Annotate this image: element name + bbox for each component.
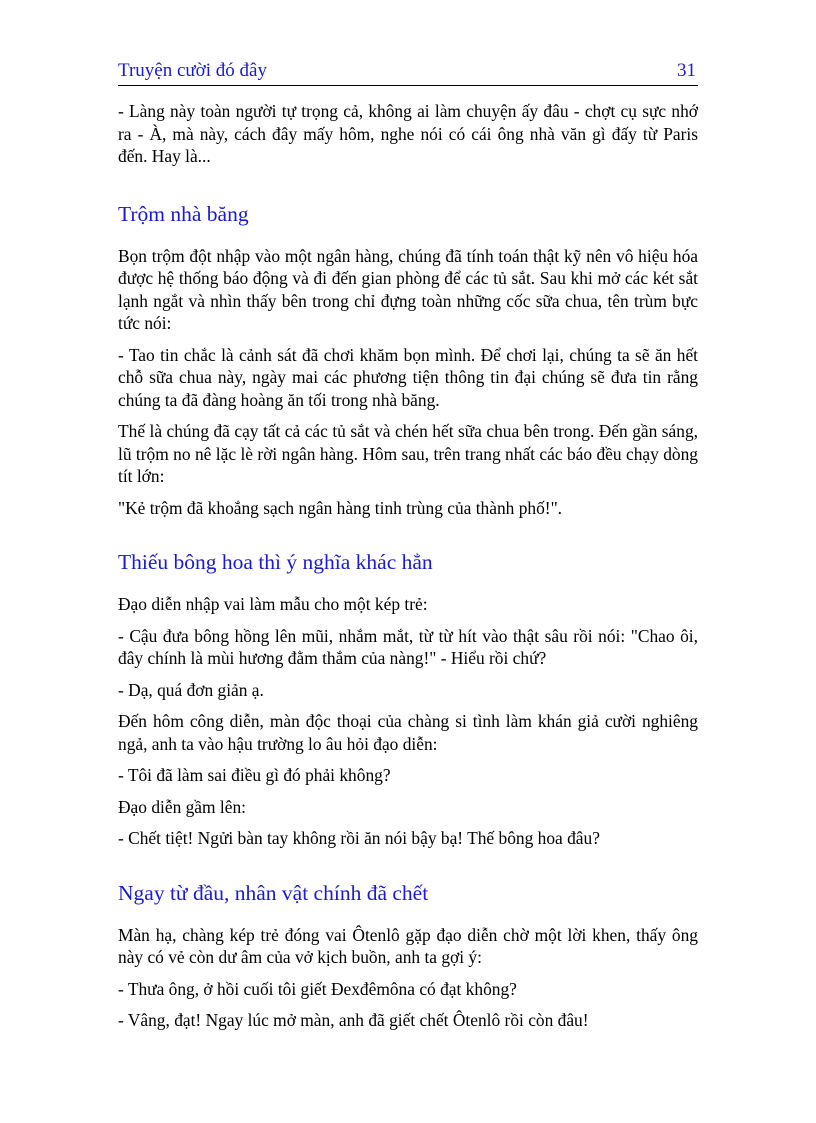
story-title: Trộm nhà băng bbox=[118, 201, 249, 226]
story-paragraph: - Thưa ông, ở hồi cuối tôi giết Đexđêmôna có đạt không? bbox=[118, 978, 517, 999]
story-paragraph: Thế là chúng đã cạy tất cả các tủ sắt và chén hết sữa chua bên trong. Đến gần sáng, lũ trộm no nê lặc lè rời ngân hàng. Hôm sau, trên trang nhất các báo đều chạy dòng tít lớn: bbox=[118, 421, 698, 486]
page-number: 31 bbox=[677, 60, 696, 81]
intro-paragraph: - Làng này toàn người tự trọng cả, không ai làm chuyện ấy đâu - chợt cụ sực nhớ ra - À, mà này, cách đây mấy hôm, nghe nói có cái ông nhà văn gì đấy từ Paris đến. Hay là... bbox=[118, 101, 698, 166]
story-paragraph: - Cậu đưa bông hồng lên mũi, nhắm mắt, từ từ hít vào thật sâu rồi nói: "Chao ôi, đây chính là mùi hương đằm thắm của nàng!" - Hiểu rồi chứ? bbox=[118, 625, 698, 668]
story-trom-nha-bang bbox=[118, 201, 698, 520]
story-paragraph: - Vâng, đạt! Ngay lúc mở màn, anh đã giết chết Ôtenlô rồi còn đâu! bbox=[118, 1010, 589, 1030]
document-page bbox=[118, 60, 698, 1041]
story-title: Ngay từ đầu, nhân vật chính đã chết bbox=[118, 880, 429, 905]
story-paragraph: - Dạ, quá đơn giản ạ. bbox=[118, 679, 264, 700]
story-paragraph: Đến hôm công diễn, màn độc thoại của chàng si tình làm khán giả cười nghiêng ngả, anh ta vào hậu trường lo âu hỏi đạo diễn: bbox=[118, 711, 698, 754]
story-paragraph: Màn hạ, chàng kép trẻ đóng vai Ôtenlô gặp đạo diễn chờ một lời khen, thấy ông này có vẻ còn dư âm của vở kịch buồn, anh ta gợi ý: bbox=[118, 924, 698, 967]
book-title: Truyện cười đó đây bbox=[118, 60, 267, 81]
story-paragraph: Đạo diễn gầm lên: bbox=[118, 796, 246, 817]
story-paragraph: "Kẻ trộm đã khoắng sạch ngân hàng tinh trùng của thành phố!". bbox=[118, 497, 563, 518]
story-paragraph: - Tao tin chắc là cảnh sát đã chơi khăm bọn mình. Để chơi lại, chúng ta sẽ ăn hết chỗ sữa chua này, ngày mai các phương tiện thông tin đại chúng sẽ đưa tin rằng chúng ta đã đàng hoàng ăn tối trong nhà băng. bbox=[118, 344, 698, 410]
running-header bbox=[118, 60, 698, 86]
story-paragraph: Bọn trộm đột nhập vào một ngân hàng, chúng đã tính toán thật kỹ nên vô hiệu hóa được hệ thống báo động và đi đến gian phòng để các tủ sắt. Sau khi mở các két sắt lạnh ngắt và nhìn thấy bên trong chỉ đựng toàn những cốc sữa chua, tên trùm bực tức nói: bbox=[118, 245, 698, 333]
story-title: Thiếu bông hoa thì ý nghĩa khác hẳn bbox=[118, 550, 433, 574]
story-paragraph: - Tôi đã làm sai điều gì đó phải không? bbox=[118, 765, 391, 785]
page-content bbox=[118, 100, 698, 1032]
story-ngay-tu-dau bbox=[118, 880, 698, 1032]
story-paragraph: Đạo diễn nhập vai làm mẫu cho một kép trẻ: bbox=[118, 594, 428, 614]
story-paragraph: - Chết tiệt! Ngửi bàn tay không rồi ăn nói bậy bạ! Thế bông hoa đâu? bbox=[118, 828, 600, 848]
story-thieu-bong-hoa bbox=[118, 549, 698, 850]
